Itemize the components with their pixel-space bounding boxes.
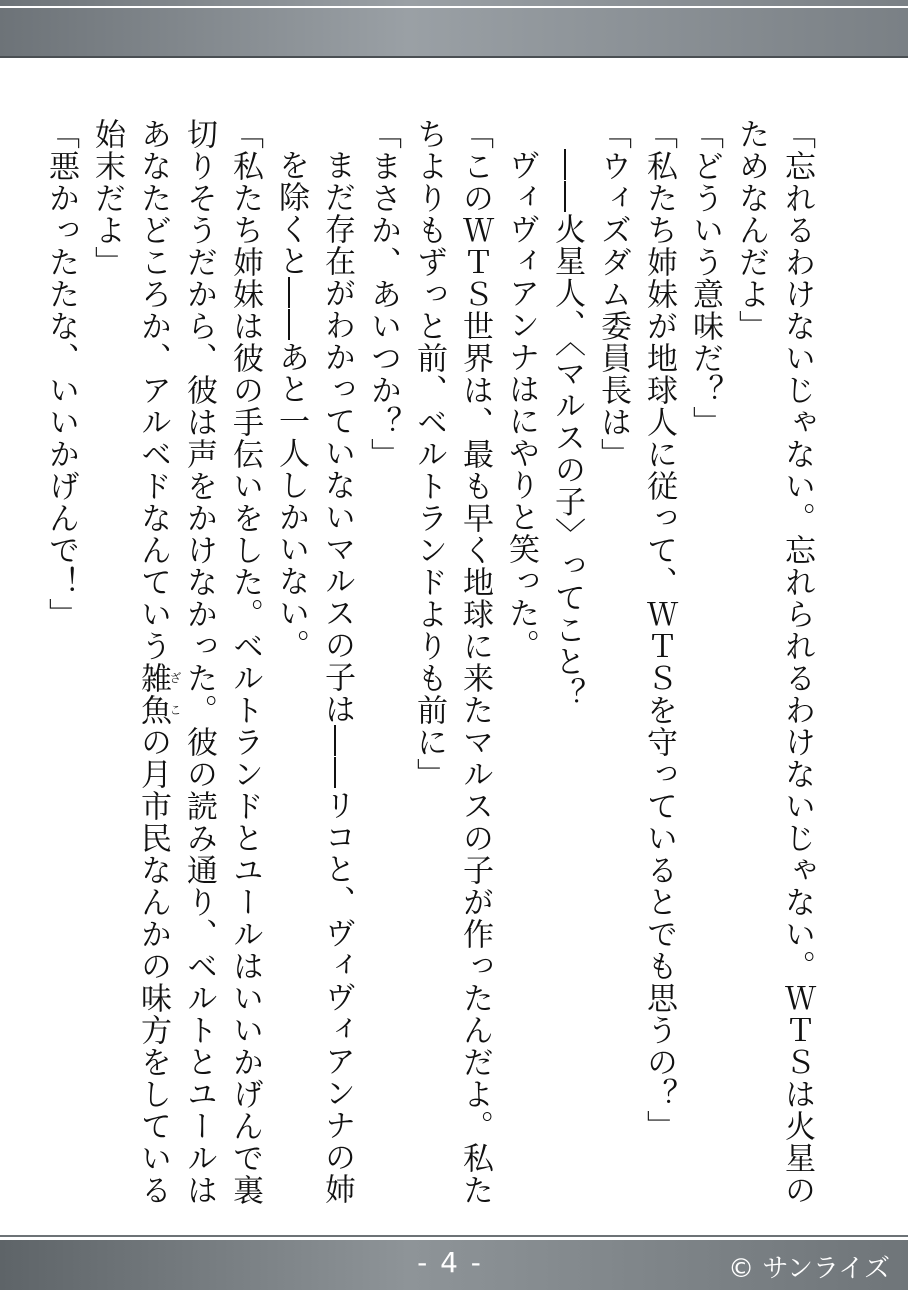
text-line: 「悪かったたな、いいかげんで！」	[43, 118, 79, 630]
page-text	[43, 118, 820, 1210]
text-line: ヴィヴィアンナはにやりと笑った。	[503, 149, 539, 661]
text-segment: の月市民な	[135, 726, 171, 886]
text-line: 「私たち姉妹が地球人に従って、ＷＴＳを守っているとでも思うの？」	[641, 118, 677, 1142]
header-bar	[0, 0, 908, 58]
text-line: 「まさか、あいつか？」	[365, 118, 401, 470]
ruby-word	[135, 662, 182, 726]
footer-divider	[0, 1235, 908, 1237]
text-line: 「このＷＴＳ世界は、最も早く地球に来たマルスの子が作ったんだよ。私たちよりもずっと前、ベルトランドよりも前に」	[411, 118, 493, 1206]
copyright-text: © サンライズ	[728, 1254, 890, 1284]
header-divider	[0, 6, 908, 8]
footer-bar	[0, 1240, 908, 1290]
text-line: まだ存在がわかっていないマルスの子は――リコと、ヴィヴィアンナの姉を除くと――あと一人しかいない。	[273, 149, 355, 1205]
text-line	[84, 118, 268, 1210]
text-line: 「どういう意味だ？」	[687, 118, 723, 438]
text-line: ――火星人、〈マルスの子〉ってこと？	[549, 149, 585, 710]
text-line: 「忘れるわけないじゃない。忘れられるわけないじゃない。ＷＴＳは火星のためなんだよ」	[733, 118, 815, 1206]
ruby-reading: ざこ	[168, 662, 182, 726]
page-number: - 4 -	[417, 1246, 483, 1279]
ruby-base: 雑魚	[135, 662, 171, 726]
text-segment: んかの味方をしている始末だよ」	[89, 118, 171, 1206]
text-line: 「ウィズダム委員長は」	[595, 118, 631, 470]
text-segment: 「私たち姉妹は彼の手伝いをした。ベルトランドとユールはいいかげんで裏切りそうだから、彼は声をかけなかった。彼の読み通り、ベルトとユールはあなたどころか、アルベドなんていう	[135, 118, 263, 1206]
